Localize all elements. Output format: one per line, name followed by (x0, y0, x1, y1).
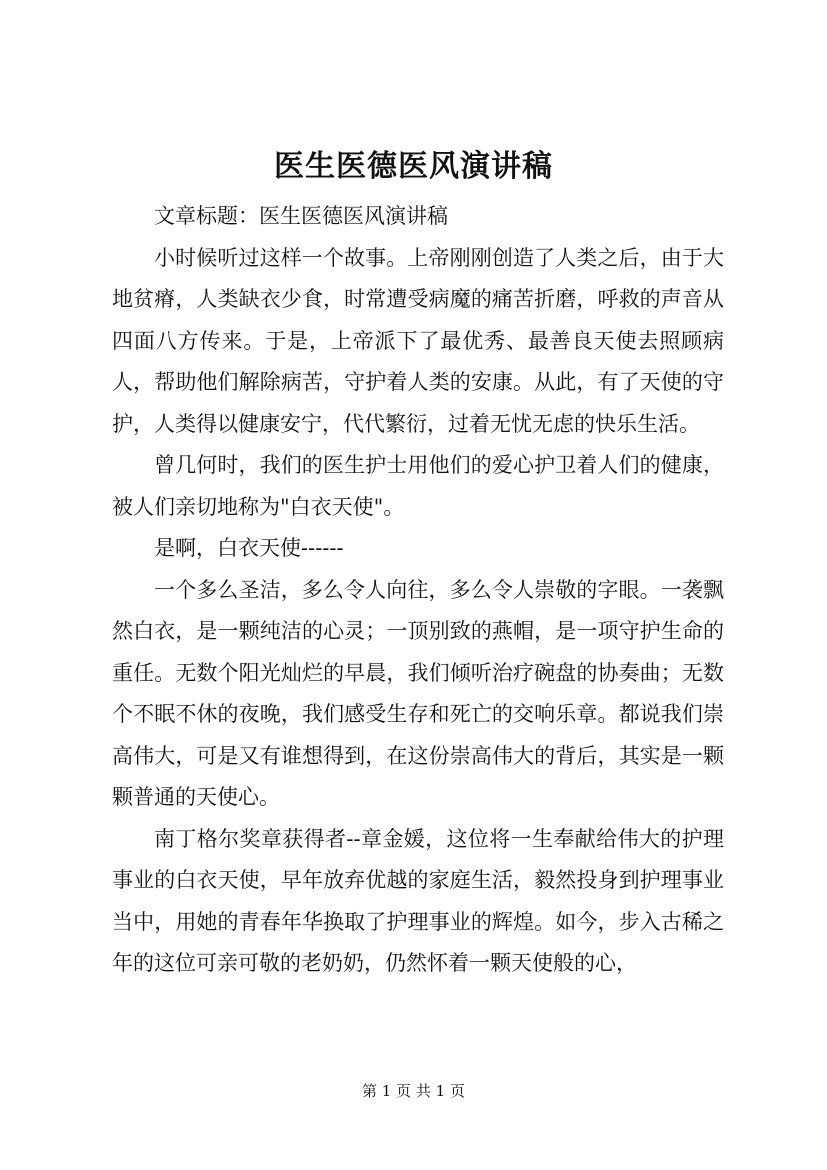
paragraph-article-title: 文章标题：医生医德医风演讲稿 (154, 204, 448, 228)
paragraph-nightingale: 南丁格尔奖章获得者--章金媛，这位将一生奉献给伟大的护理事业的白衣天使，早年放弃优越的家庭生活，毅然投身到护理事业当中，用她的青春年华换取了护理事业的辉煌。如今，步入古稀之年的这位可亲可敬的老奶奶，仍然怀着一颗天使般的心， (112, 826, 724, 975)
paragraph-sacred: 一个多么圣洁，多么令人向往，多么令人崇敬的字眼。一袭飘然白衣，是一颗纯洁的心灵；一顶别致的燕帽，是一项守护生命的重任。无数个阳光灿烂的早晨，我们倾听治疗碗盘的协奏曲；无数个不眠不休的夜晚，我们感受生存和死亡的交响乐章。都说我们崇高伟大，可是又有谁想得到，在这份崇高伟大的背后，其实是一颗颗普通的天使心。 (112, 577, 724, 809)
document-title: 医生医德医风演讲稿 (274, 149, 553, 184)
paragraph-white-angels: 曾几何时，我们的医生护士用他们的爱心护卫着人们的健康，被人们亲切地称为"白衣天使"。 (112, 453, 724, 519)
paragraph-story: 小时候听过这样一个故事。上帝刚刚创造了人类之后，由于大地贫瘠，人类缺衣少食，时常遭受病魔的痛苦折磨，呼救的声音从四面八方传来。于是，上帝派下了最优秀、最善良天使去照顾病人，帮助他们解除病苦，守护着人类的安康。从此，有了天使的守护，人类得以健康安宁，代代繁衍，过着无忧无虑的快乐生活。 (112, 245, 724, 436)
paragraph-exclaim: 是啊，白衣天使------ (154, 536, 344, 560)
document-body (112, 196, 724, 985)
page-footer: 第 1 页 共 1 页 (362, 1082, 465, 1100)
